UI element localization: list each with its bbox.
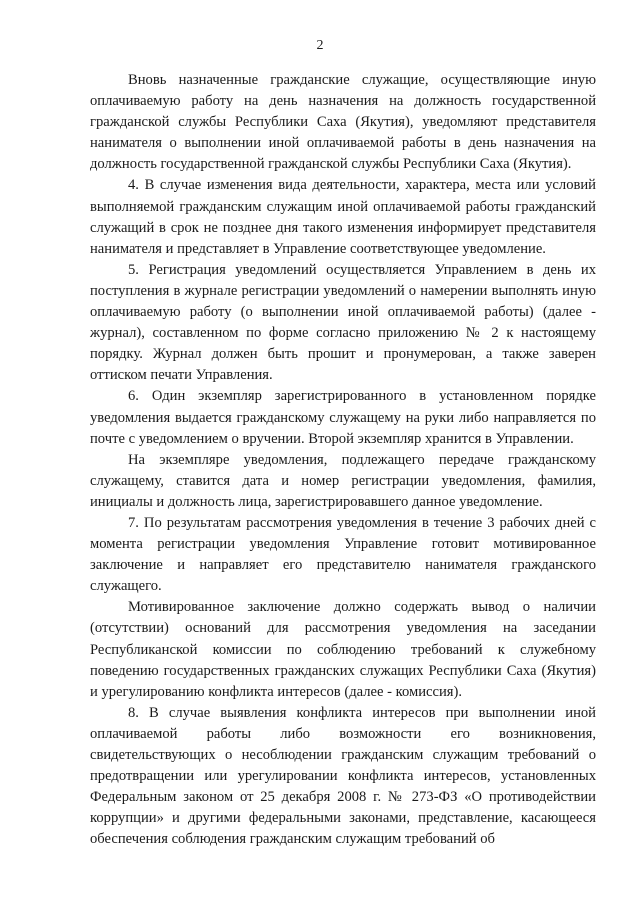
paragraph-reasoned-conclusion: Мотивированное заключение должно содержать вывод о наличии (отсутствии) оснований для рассмотрения уведомления на заседании Республиканской комиссии по соблюдению требований к служебному поведению государственных гражданских служащих Республики Саха (Якутия) и урегулированию конфликта интересов (далее - комиссия). — [90, 599, 596, 700]
paragraph-item-5: 5. Регистрация уведомлений осуществляется Управлением в день их поступления в журнале регистрации уведомлений о намерении выполнять иную оплачиваемую работу (о выполнении иной оплачиваемой работы) (далее - журнал), составленном по форме согласно приложению № 2 к настоящему порядку. Журнал должен быть прошит и пронумерован, а также заверен оттиском печати Управления. — [90, 261, 596, 384]
paragraph-notification-copy: На экземпляре уведомления, подлежащего передаче гражданскому служащему, ставится дата и номер регистрации уведомления, фамилия, инициалы и должность лица, зарегистрировавшего данное уведомление. — [90, 451, 596, 510]
paragraph-item-6: 6. Один экземпляр зарегистрированного в установленном порядке уведомления выдается гражданскому служащему на руки либо направляется по почте с уведомлением о вручении. Второй экземпляр хранится в Управлении. — [90, 388, 596, 447]
page-number: 2 — [316, 38, 324, 53]
paragraph-item-8: 8. В случае выявления конфликта интересов при выполнении иной оплачиваемой работы либо возможности его возникновения, свидетельствующих о несоблюдении гражданским служащим требований о предотвращении или урегулировании конфликта интересов, установленных Федеральным законом от 25 декабря 2008 г. № 273-ФЗ «О противодействии коррупции» и другими федеральными законами, представление, касающееся обеспечения соблюдения гражданским служащим требований об — [90, 704, 596, 848]
document-body — [90, 70, 596, 850]
paragraph-item-7: 7. По результатам рассмотрения уведомления в течение 3 рабочих дней с момента регистрации уведомления Управление готовит мотивированное заключение и направляет его представителю нанимателя гражданского служащего. — [90, 514, 596, 595]
paragraph-new-appointees: Вновь назначенные гражданские служащие, осуществляющие иную оплачиваемую работу на день назначения на должность государственной гражданской службы Республики Саха (Якутия), уведомляют представителя нанимателя о выполнении иной оплачиваемой работы в день назначения на должность государственной гражданской службы Республики Саха (Якутия). — [90, 72, 596, 173]
paragraph-item-4: 4. В случае изменения вида деятельности, характера, места или условий выполняемой гражданским служащим иной оплачиваемой работы гражданский служащий в срок не позднее дня такого изменения информирует представителя нанимателя и представляет в Управление соответствующее уведомление. — [90, 177, 596, 257]
